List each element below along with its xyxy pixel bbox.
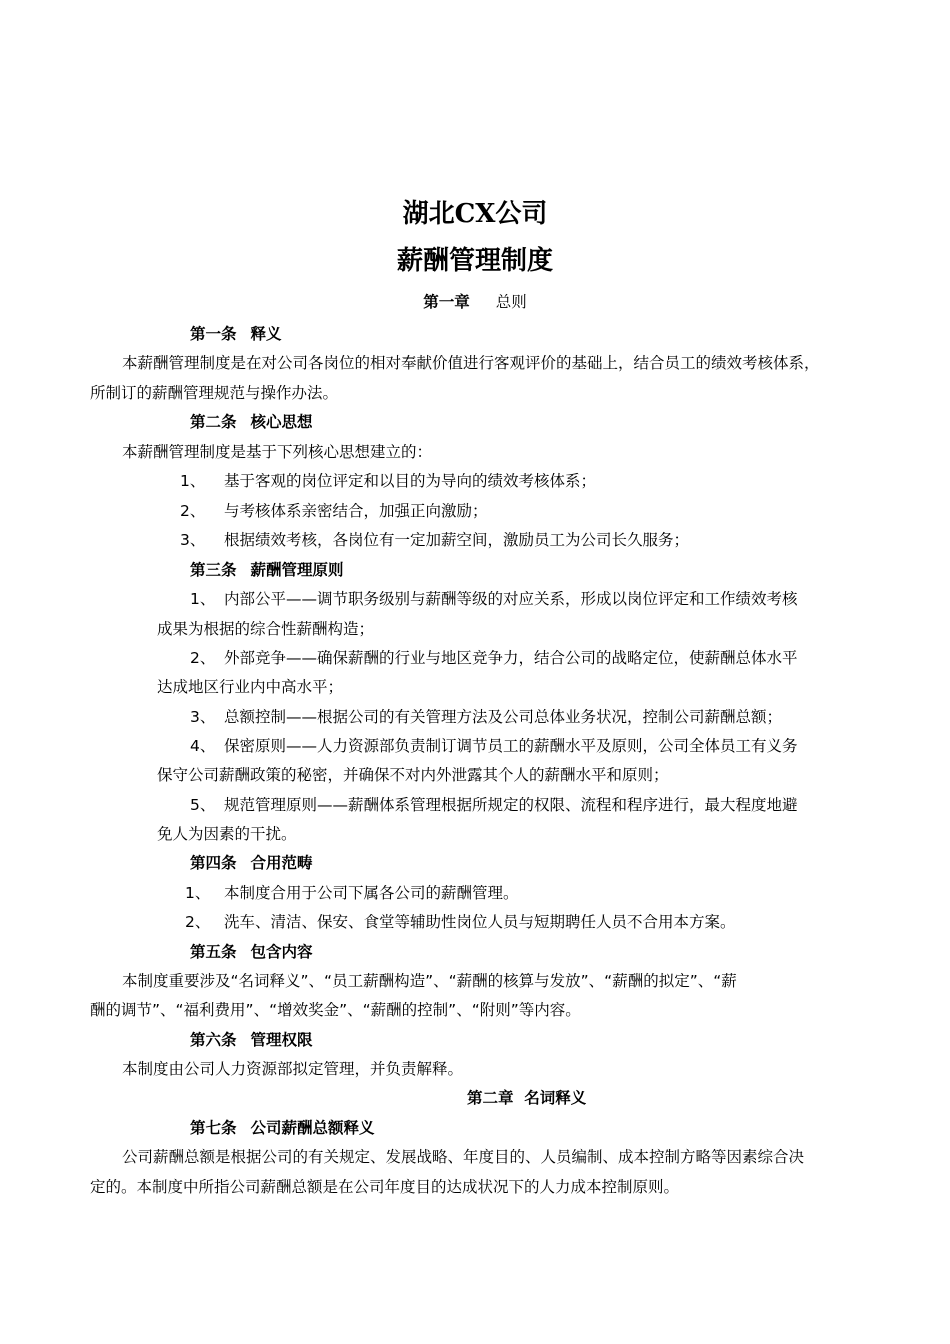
article-2-item-1: 基于客观的岗位评定和以目的为导向的绩效考核体系； — [224, 472, 597, 490]
article-7-number: 第七条 — [190, 1119, 237, 1137]
article-3-item-5-line-2: 免人为因素的干扰。 — [157, 825, 297, 843]
article-1-paragraph-line-1: 本薪酬管理制度是在对公司各岗位的相对奉献价值进行客观评价的基础上，结合员工的绩效考核体系， — [122, 354, 820, 372]
document-subtitle: 薪酬管理制度 — [396, 246, 553, 276]
article-3-item-4-number: 4、 — [190, 737, 216, 755]
article-7-heading — [190, 1117, 375, 1139]
chapter-1-number: 第一章 — [423, 293, 470, 311]
article-2-heading — [190, 411, 313, 433]
article-6-heading — [190, 1029, 313, 1051]
article-7-name: 公司薪酬总额释义 — [250, 1119, 375, 1137]
article-4-heading — [190, 852, 313, 874]
article-3-heading — [190, 559, 344, 581]
article-6-number: 第六条 — [190, 1031, 237, 1049]
article-4-name: 合用范畴 — [250, 854, 313, 872]
article-5-name: 包含内容 — [250, 943, 313, 961]
article-2-name: 核心思想 — [250, 413, 313, 431]
article-4-item-1-number: 1、 — [185, 884, 211, 902]
article-4-item-2-number: 2、 — [185, 913, 211, 931]
article-4-number: 第四条 — [190, 854, 237, 872]
article-6-paragraph: 本制度由公司人力资源部拟定管理，并负责解释。 — [122, 1060, 464, 1078]
article-2-item-2: 与考核体系亲密结合，加强正向激励； — [224, 502, 488, 520]
article-2-intro: 本薪酬管理制度是基于下列核心思想建立的： — [122, 443, 433, 461]
article-2-item-1-number: 1、 — [180, 472, 206, 490]
document-title: 湖北CX公司 — [402, 199, 548, 229]
article-3-name: 薪酬管理原则 — [250, 561, 344, 579]
article-2-number: 第二条 — [190, 413, 237, 431]
article-3-item-5-line-1: 规范管理原则——薪酬体系管理根据所规定的权限、流程和程序进行，最大程度地避 — [224, 796, 798, 814]
article-5-paragraph-line-2: 酬的调节”、“福利费用”、“增效奖金”、“薪酬的控制”、“附则”等内容。 — [90, 1001, 581, 1019]
article-3-item-3-number: 3、 — [190, 708, 216, 726]
article-4-item-2: 洗车、清洁、保安、食堂等辅助性岗位人员与短期聘任人员不合用本方案。 — [224, 913, 736, 931]
article-2-item-3: 根据绩效考核，各岗位有一定加薪空间，激励员工为公司长久服务； — [224, 531, 690, 549]
article-2-item-2-number: 2、 — [180, 502, 206, 520]
article-1-name: 释义 — [250, 325, 282, 343]
article-5-number: 第五条 — [190, 943, 237, 961]
article-3-item-1-line-1: 内部公平——调节职务级别与薪酬等级的对应关系，形成以岗位评定和工作绩效考核 — [224, 590, 798, 608]
chapter-2-heading: 第二章 名词释义 — [467, 1089, 587, 1107]
article-1-heading — [190, 323, 282, 345]
article-3-item-5-number: 5、 — [190, 796, 216, 814]
article-3-item-3-line-1: 总额控制——根据公司的有关管理方法及公司总体业务状况，控制公司薪酬总额； — [224, 708, 783, 726]
article-6-name: 管理权限 — [250, 1031, 313, 1049]
article-5-paragraph-line-1: 本制度重要涉及“名词释义”、“员工薪酬构造”、“薪酬的核算与发放”、“薪酬的拟定”、“薪 — [122, 972, 737, 990]
article-4-item-1: 本制度合用于公司下属各公司的薪酬管理。 — [224, 884, 519, 902]
article-3-item-1-number: 1、 — [190, 590, 216, 608]
article-3-item-2-number: 2、 — [190, 649, 216, 667]
article-3-number: 第三条 — [190, 561, 237, 579]
article-7-paragraph-line-1: 公司薪酬总额是根据公司的有关规定、发展战略、年度目的、人员编制、成本控制方略等因素综合决 — [122, 1148, 805, 1166]
article-1-paragraph-line-2: 所制订的薪酬管理规范与操作办法。 — [90, 384, 339, 402]
article-5-heading — [190, 941, 313, 963]
chapter-1-name: 总则 — [495, 293, 527, 311]
article-3-item-1-line-2: 成果为根据的综合性薪酬构造； — [157, 620, 375, 638]
article-3-item-4-line-1: 保密原则——人力资源部负责制订调节员工的薪酬水平及原则，公司全体员工有义务 — [224, 737, 798, 755]
chapter-1-heading — [0, 291, 950, 313]
article-3-item-2-line-1: 外部竞争——确保薪酬的行业与地区竞争力，结合公司的战略定位，使薪酬总体水平 — [224, 649, 798, 667]
article-1-number: 第一条 — [190, 325, 237, 343]
article-2-item-3-number: 3、 — [180, 531, 206, 549]
article-3-item-4-line-2: 保守公司薪酬政策的秘密，并确保不对内外泄露其个人的薪酬水平和原则； — [157, 766, 669, 784]
article-7-paragraph-line-2: 定的。本制度中所指公司薪酬总额是在公司年度目的达成状况下的人力成本控制原则。 — [90, 1178, 680, 1196]
article-3-item-2-line-2: 达成地区行业内中高水平； — [157, 678, 344, 696]
